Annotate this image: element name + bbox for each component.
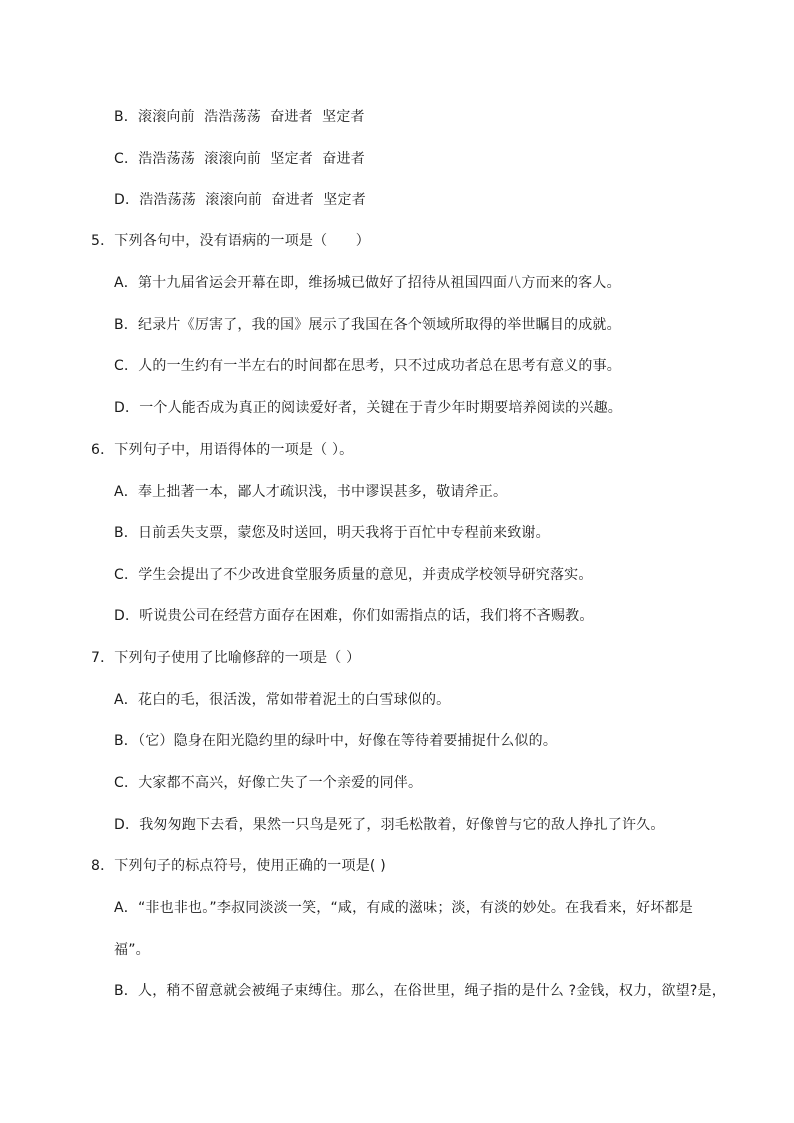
- option-label: C．: [114, 775, 139, 791]
- question-6-stem: 6．下列句子中，用语得体的一项是（ ）。: [91, 442, 354, 458]
- option-label: D．: [114, 817, 140, 833]
- question-5-option-d: [114, 398, 622, 418]
- question-5-option-a: [114, 273, 621, 293]
- option-text: 花白的毛，很活泼，常如带着泥土的白雪球似的。: [137, 692, 451, 708]
- option-label: A．: [114, 484, 138, 500]
- question-7-option-c: [114, 773, 422, 793]
- option-text: 浩浩荡荡 滚滚向前 坚定者 奋进者: [138, 151, 365, 167]
- question-8-stem: 8．下列句子的标点符号，使用正确的一项是( ): [91, 858, 386, 874]
- option-text: 人的一生约有一半左右的时间都在思考，只不过成功者总在思考有意义的事。: [138, 358, 621, 374]
- question-5-option-c: [114, 356, 621, 376]
- option-label: A．: [114, 275, 138, 291]
- question-8-option-a-line-1: A．“非也非也。”李叔同淡淡一笑，“咸，有咸的滋味；淡，有淡的妙处。在我看来，好坏都是: [114, 900, 693, 916]
- prev-option-d: [114, 190, 366, 210]
- option-label: C．: [114, 358, 139, 374]
- question-5-stem: 5．下列各句中，没有语病的一项是（ ）: [91, 233, 370, 249]
- question-6-option-a: [114, 482, 507, 502]
- question-7-option-a: [114, 690, 450, 710]
- option-text: 大家都不高兴，好像亡失了一个亲爱的同伴。: [138, 775, 423, 791]
- option-label: D．: [114, 192, 140, 208]
- question-7-option-b: [114, 731, 557, 751]
- option-text: 日前丢失支票，蒙您及时送回，明天我将于百忙中专程前来致谢。: [138, 525, 550, 541]
- option-label: B．: [114, 317, 139, 333]
- question-6-option-c: [114, 565, 593, 585]
- option-label: A．: [114, 692, 138, 708]
- question-8-option-a-line-2: 福”。: [114, 942, 150, 958]
- option-text: 滚滚向前 浩浩荡荡 奋进者 坚定者: [138, 109, 365, 125]
- question-6-option-d: [114, 606, 594, 626]
- option-label: C．: [114, 567, 139, 583]
- question-6-option-b: [114, 523, 550, 543]
- option-label: D．: [114, 400, 140, 416]
- option-label: D．: [114, 608, 140, 624]
- option-label: B．: [114, 525, 139, 541]
- option-label: B．: [114, 109, 139, 125]
- option-label: B．: [114, 733, 139, 749]
- option-text: 奉上拙著一本，鄙人才疏识浅，书中谬误甚多，敬请斧正。: [137, 484, 508, 500]
- prev-option-c: [114, 149, 365, 169]
- question-8-option-b-line-1: B．人，稍不留意就会被绳子束缚住。那么，在俗世里，绳子指的是什么 ?金钱，权力，欲望?是，: [114, 983, 726, 999]
- question-7-stem: 7．下列句子使用了比喻修辞的一项是（ ）: [91, 650, 361, 666]
- option-text: （它）隐身在阳光隐约里的绿叶中，好像在等待着要捕捉什么似的。: [138, 733, 558, 749]
- option-text: 学生会提出了不少改进食堂服务质量的意见，并责成学校领导研究落实。: [138, 567, 593, 583]
- option-text: 第十九届省运会开幕在即，维扬城已做好了招待从祖国四面八方而来的客人。: [137, 275, 621, 291]
- question-5-option-b: [114, 315, 621, 335]
- option-text: 听说贵公司在经营方面存在困难，你们如需指点的话，我们将不吝赐教。: [139, 608, 594, 624]
- option-label: C．: [114, 151, 139, 167]
- question-7-option-d: [114, 815, 665, 835]
- option-text: 一个人能否成为真正的阅读爱好者，关键在于青少年时期要培养阅读的兴趣。: [139, 400, 622, 416]
- option-text: 浩浩荡荡 滚滚向前 奋进者 坚定者: [139, 192, 366, 208]
- option-text: 我匆匆跑下去看，果然一只鸟是死了，羽毛松散着，好像曾与它的敌人挣扎了许久。: [139, 817, 665, 833]
- prev-option-b: [114, 107, 365, 127]
- option-text: 纪录片《厉害了，我的国》展示了我国在各个领域所取得的举世瞩目的成就。: [138, 317, 621, 333]
